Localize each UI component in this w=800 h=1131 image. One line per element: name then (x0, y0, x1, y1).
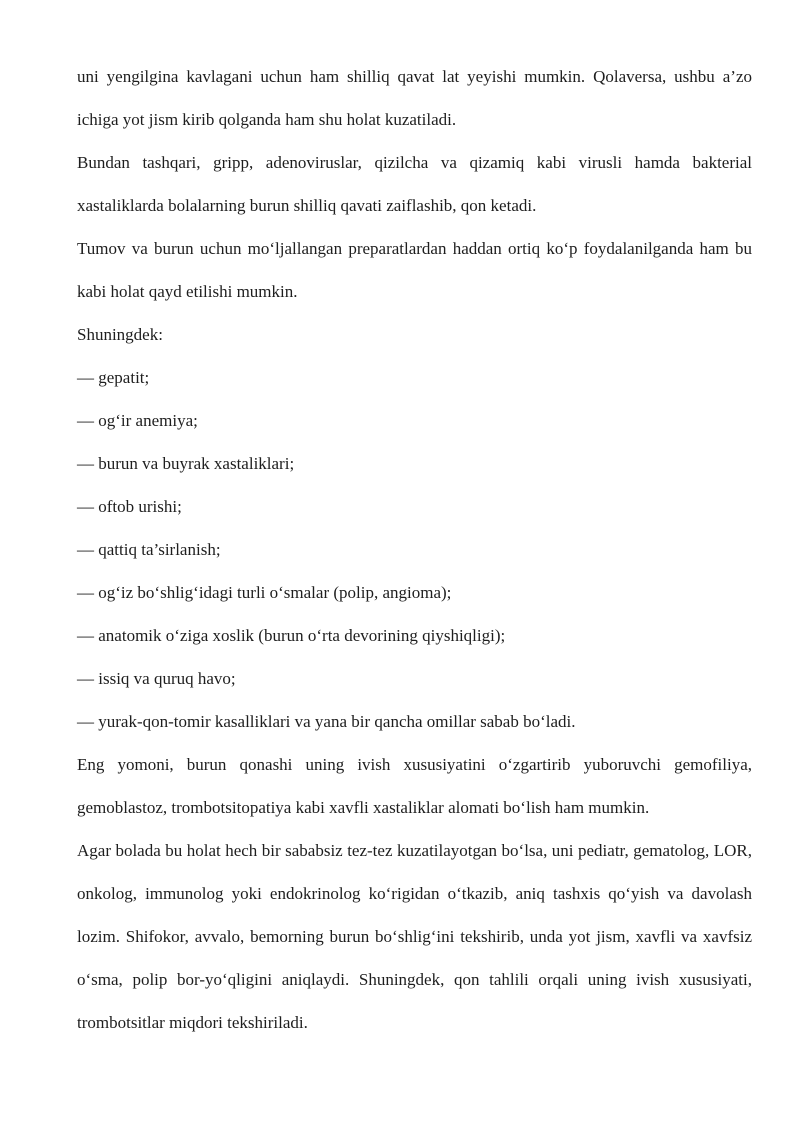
list-item: — og‘iz bo‘shlig‘idagi turli o‘smalar (polip, angioma); (77, 583, 452, 602)
list-item: — yurak-qon-tomir kasalliklari va yana bir qancha omillar sabab bo‘ladi. (77, 712, 576, 731)
paragraph-3: Tumov va burun uchun mo‘ljallangan preparatlardan haddan ortiq ko‘p foydalanilganda ham bu kabi holat qayd etilishi mumkin. (77, 239, 752, 301)
list-item: — gepatit; (77, 368, 150, 387)
paragraph-2: Bundan tashqari, gripp, adenoviruslar, qizilcha va qizamiq kabi virusli hamda bakterial xastaliklarda bolalarning burun shilliq qavati zaiflashib, qon ketadi. (77, 153, 752, 215)
list-item: — anatomik o‘ziga xoslik (burun o‘rta devorining qiyshiqligi); (77, 626, 506, 645)
paragraph-6: Agar bolada bu holat hech bir sababsiz tez-tez kuzatilayotgan bo‘lsa, uni pediatr, gematolog, LOR, onkolog, immunolog yoki endokrinolog ko‘rigidan o‘tkazib, aniq tashxis qo‘yish va davolash lozim. Shifokor, avvalo, bemorning burun bo‘shlig‘ini tekshirib, unda yot jism, xavfli va xavfsiz o‘sma, polip bor-yo‘qligini aniqlaydi. Shuningdek, qon tahlili orqali uning ivish xususiyati, trombotsitlar miqdori tekshiriladi. (77, 841, 752, 1032)
paragraph-4: Shuningdek: (77, 325, 163, 344)
list-item: — oftob urishi; (77, 497, 182, 516)
list-item: — og‘ir anemiya; (77, 411, 198, 430)
list-item: — burun va buyrak xastaliklari; (77, 454, 295, 473)
paragraph-1: uni yengilgina kavlagani uchun ham shilliq qavat lat yeyishi mumkin. Qolaversa, ushbu a’zo ichiga yot jism kirib qolganda ham shu holat kuzatiladi. (77, 67, 752, 129)
list-item: — qattiq ta’sirlanish; (77, 540, 221, 559)
paragraph-5: Eng yomoni, burun qonashi uning ivish xususiyatini o‘zgartirib yuboruvchi gemofiliya, gemoblastoz, trombotsitopatiya kabi xavfli xastaliklar alomati bo‘lish ham mumkin. (77, 755, 752, 817)
list-item: — issiq va quruq havo; (77, 669, 236, 688)
causes-list (77, 356, 752, 743)
